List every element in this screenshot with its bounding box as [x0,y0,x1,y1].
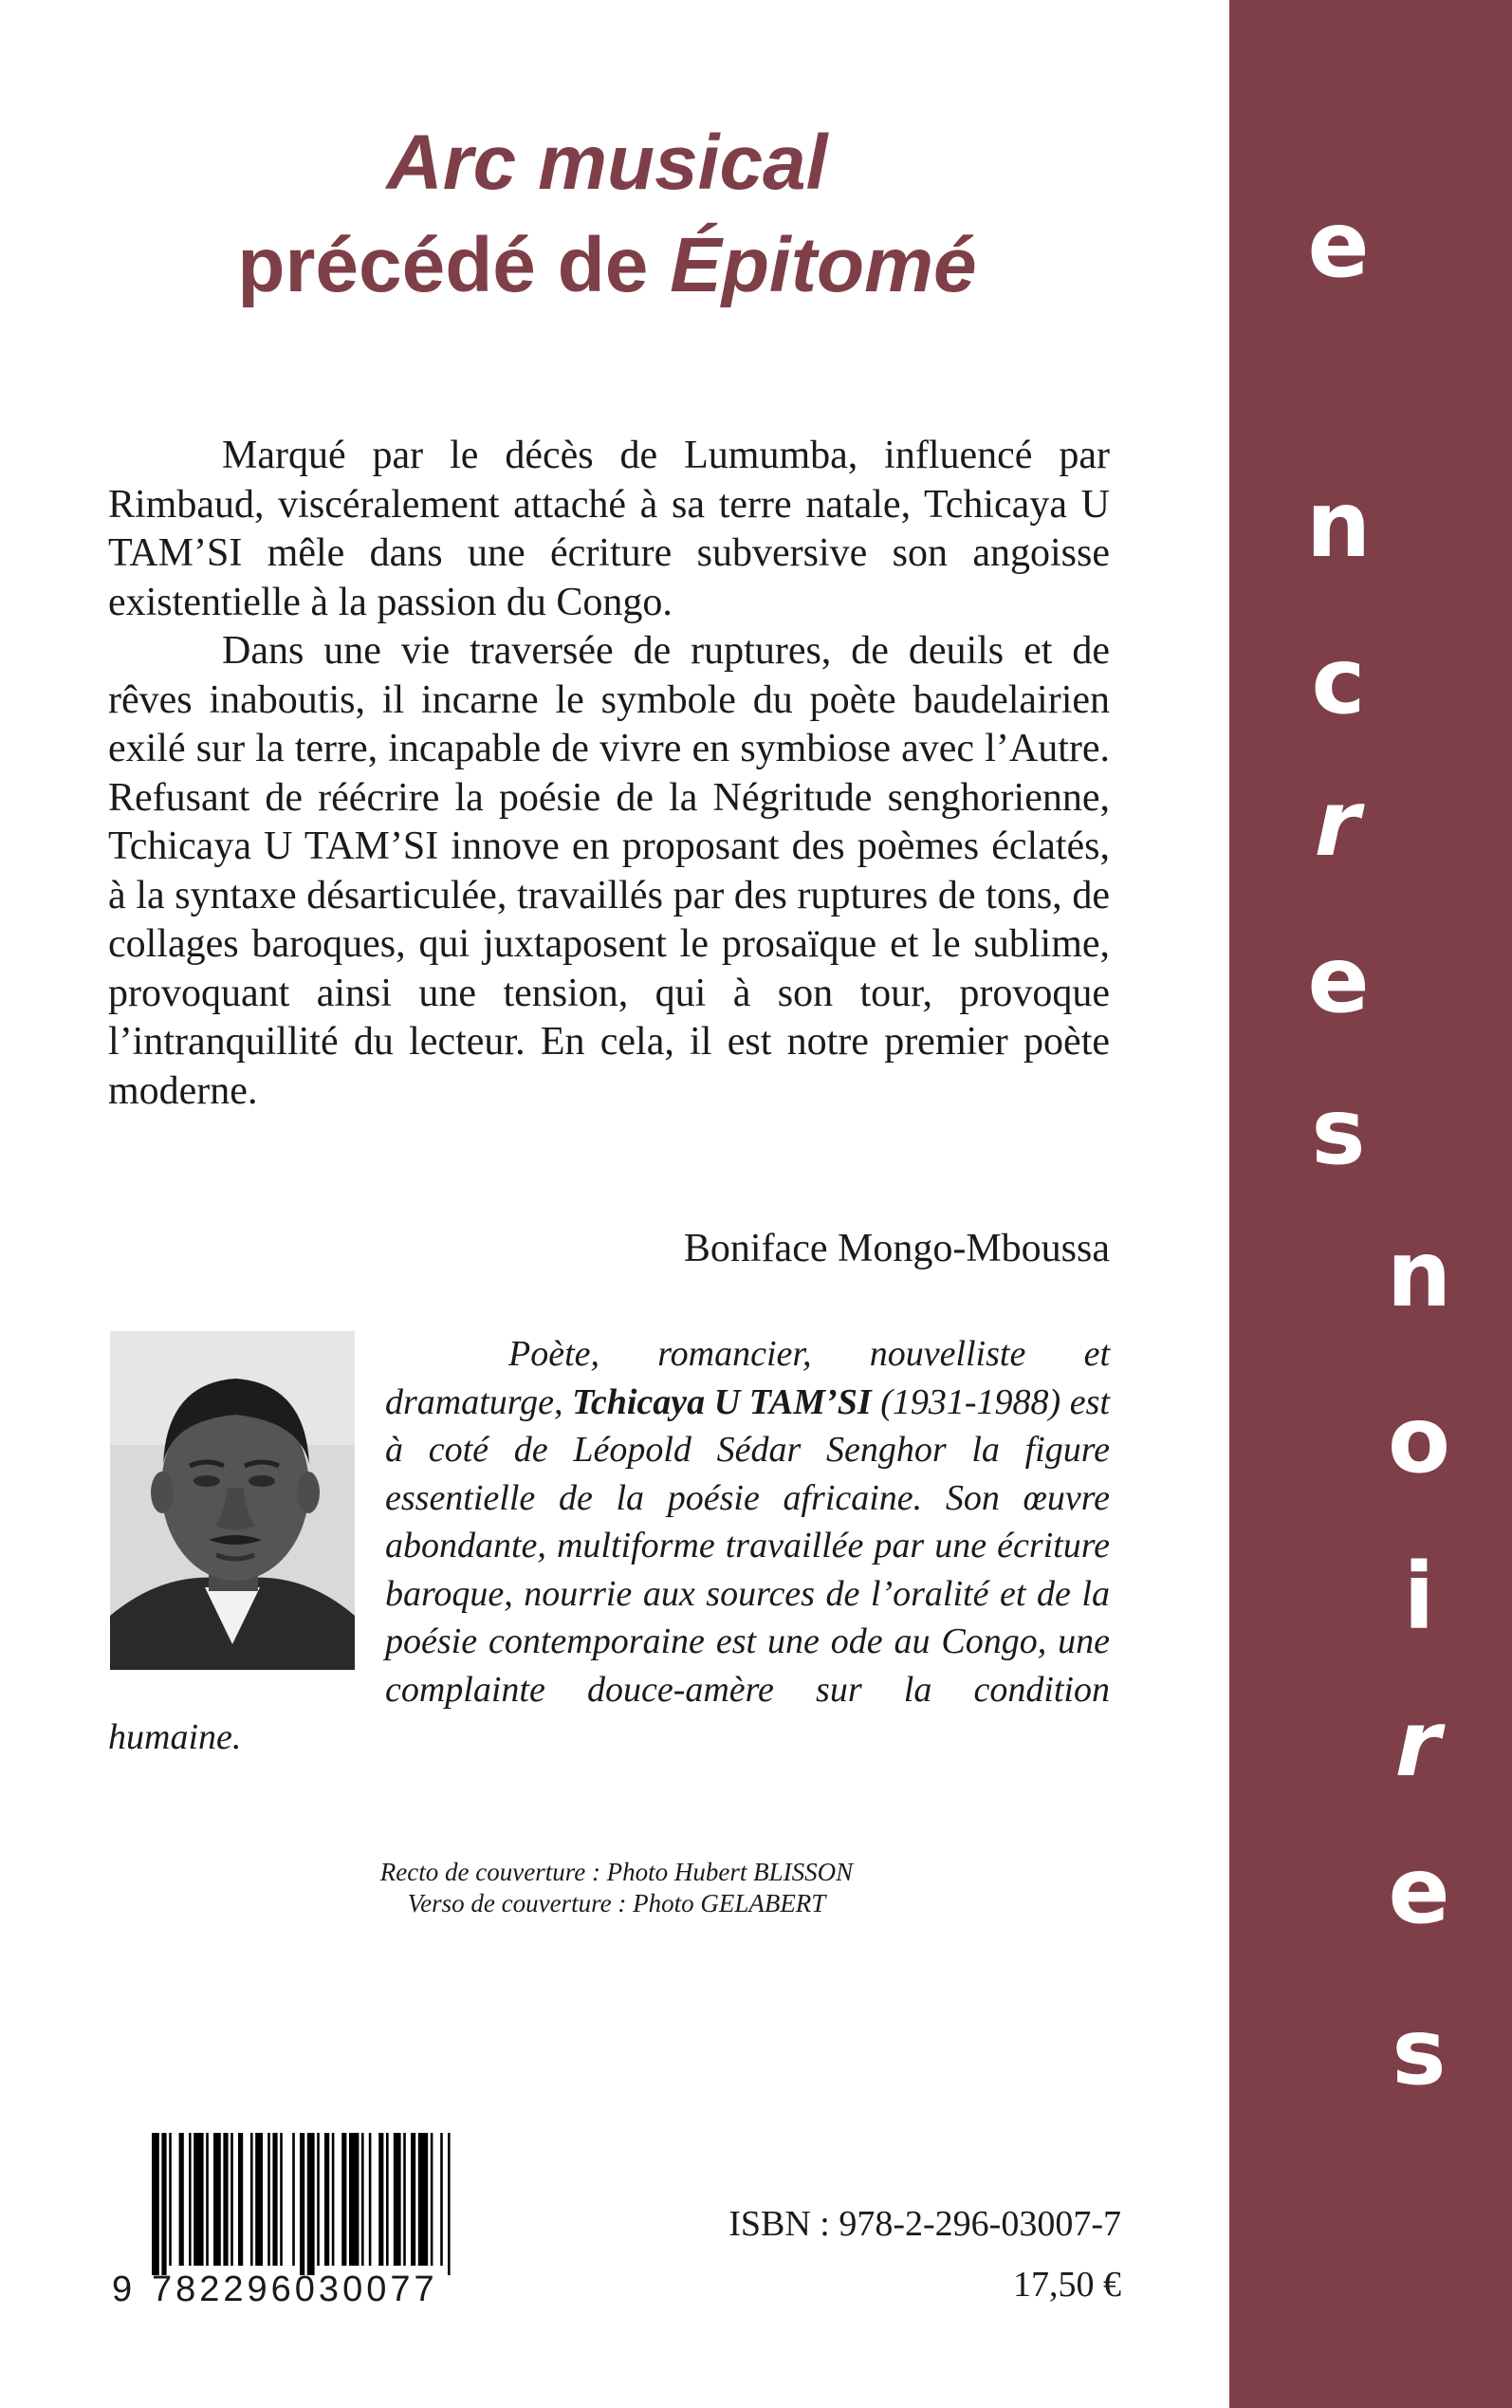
barcode-bar [378,2133,383,2266]
barcode-bar [394,2133,401,2266]
barcode-bar [194,2133,203,2266]
barcode-bar [280,2133,283,2266]
collection-letter: s [1311,1079,1366,1185]
isbn: ISBN : 978-2-296-03007-7 [728,2204,1121,2244]
collection-letter: s [1392,1999,1447,2105]
collection-letter: c [1311,628,1366,734]
barcode-bar [250,2133,253,2266]
author-bio [108,1330,1110,1762]
credit-recto: Recto de couverture : Photo Hubert BLISSON [379,1858,854,1886]
barcode-bar [152,2133,159,2275]
barcode-bar [349,2133,359,2266]
collection-sidebar [1229,0,1512,2408]
barcode-bar [206,2133,209,2266]
bio-photo-space [108,1330,385,1674]
book-title [152,112,1062,317]
barcode-bar [223,2133,228,2266]
collection-letter: e [1307,927,1370,1033]
barcode-bar [440,2133,443,2266]
barcode-bar [169,2133,172,2266]
description [108,432,1110,1116]
barcode-bar [292,2133,295,2266]
barcode-bar [307,2133,315,2275]
barcode-bar [161,2133,166,2275]
barcode-bar [267,2133,270,2266]
barcode-bar [324,2133,329,2266]
barcode-bar [411,2133,415,2266]
bio-author-name: Tchicaya U TAM’SI [572,1381,872,1422]
collection-letter: n [1305,472,1372,578]
barcode-bar [300,2133,304,2275]
barcode-number: 782296030077 [152,2269,438,2309]
photo-credits [285,1857,949,1919]
barcode-bar [403,2133,406,2266]
barcode-bar [332,2133,335,2266]
barcode-bar [431,2133,433,2266]
title-line-2-italic: Épitomé [670,222,977,308]
barcode-bar [361,2133,364,2266]
barcode-bar [213,2133,221,2266]
bio-text-before: Poète, romancier, nouvelliste et dramaturge, [385,1334,1110,1422]
barcode-bar [418,2133,428,2266]
description-paragraph-2: Dans une vie traversée de ruptures, de deuils et de rêves inaboutis, il incarne le symbole du poète baudelairien exilé sur la terre, incapable de vivre en symbiose avec l’Autre. Refusant de réécrire la poésie de la Négritude senghorienne, Tchicaya U TAM’SI innove en proposant des poèmes éclatés, à la syntaxe désarticulée, travaillés par des ruptures de tons, de collages baroques, qui juxtaposent le prosaïque et le sublime, provoquant ainsi une tension, qui à son tour, provoque l’intranquillité du lecteur. En cela, il est notre premier poète moderne. [108,629,1110,1113]
collection-letter: n [1386,1221,1452,1327]
credit-verso: Verso de couverture : Photo GELABERT [407,1889,826,1917]
collection-name [1229,0,1512,2408]
barcode-bar [317,2133,320,2266]
barcode-bars [152,2133,541,2275]
title-line-2 [152,214,1062,317]
bio-text-after: (1931-1988) est à coté de Léopold Sédar Senghor la figure essentielle de la poésie africaine. Son œuvre abondante, multiforme travaillée par une écriture baroque, nourrie aux sources de l’oralité et de la poésie contemporaine est une ode au Congo, une complainte douce-amère sur la condition humaine. [108,1381,1110,1757]
collection-letter: e [1307,192,1370,298]
description-paragraph-1: Marqué par le décès de Lumumba, influencé par Rimbaud, viscéralement attaché à sa terre natale, Tchicaya U TAM’SI mêle dans une écriture subversive son angoisse existentielle à la passion du Congo. [108,434,1110,624]
collection-letter: e [1388,1838,1450,1944]
collection-letter: i [1403,1544,1435,1650]
title-line-1: Arc musical [386,120,828,206]
collection-letter: r [1385,1691,1453,1797]
barcode-bar [386,2133,389,2266]
barcode-bar [369,2133,372,2266]
barcode-bar [238,2133,243,2266]
barcode-bar [272,2133,277,2266]
price: 17,50 € [1013,2265,1121,2305]
barcode-digits [112,2269,558,2309]
barcode-bar [255,2133,263,2266]
barcode [112,2133,550,2309]
barcode-bar [341,2133,346,2266]
barcode-bar [230,2133,233,2266]
collection-letter: r [1304,770,1373,877]
barcode-bar [189,2133,192,2266]
barcode-first-digit: 9 [112,2269,137,2309]
title-line-2-prefix: précédé de [237,222,671,308]
description-author: Boniface Mongo-Mboussa [683,1227,1110,1270]
collection-letter: o [1388,1387,1450,1493]
barcode-bar [179,2133,184,2266]
barcode-bar [448,2133,451,2275]
